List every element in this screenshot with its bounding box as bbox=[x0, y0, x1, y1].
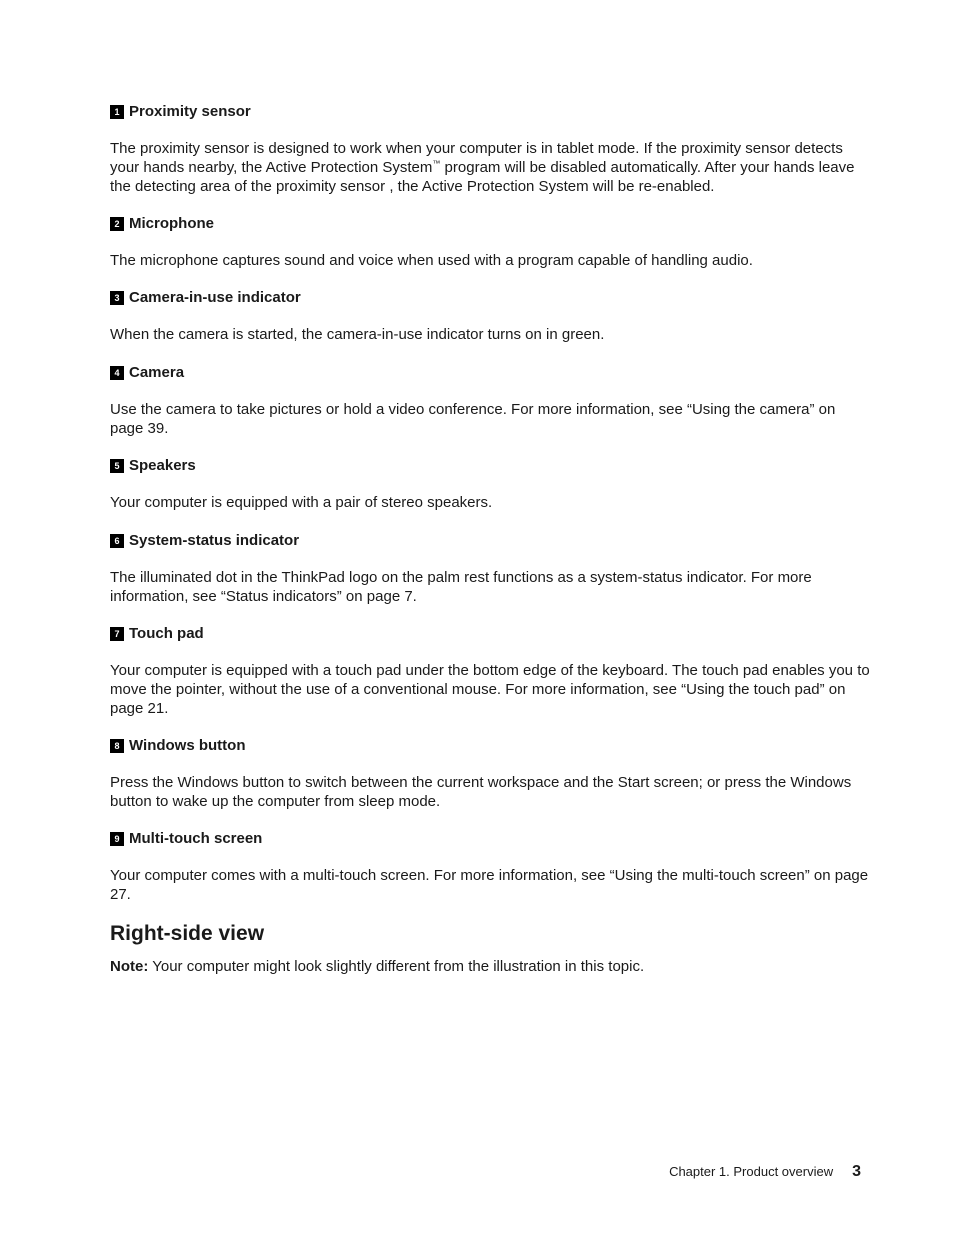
section-speakers bbox=[110, 456, 870, 512]
callout-number: 4 bbox=[110, 366, 124, 380]
section-title: Multi-touch screen bbox=[129, 830, 263, 847]
callout-number: 9 bbox=[110, 832, 124, 846]
callout-number: 3 bbox=[110, 291, 124, 305]
section-heading bbox=[110, 456, 870, 475]
note-paragraph bbox=[110, 957, 644, 976]
callout-number: 6 bbox=[110, 534, 124, 548]
section-microphone bbox=[110, 214, 870, 270]
section-title: Windows button bbox=[129, 737, 246, 754]
section-body: Use the camera to take pictures or hold a video conference. For more information, see “Using the camera” on page 39. bbox=[110, 401, 836, 437]
section-multi-touch-screen bbox=[110, 829, 870, 904]
section-heading bbox=[110, 363, 870, 382]
section-title: Proximity sensor bbox=[129, 103, 251, 120]
section-heading bbox=[110, 214, 870, 233]
section-heading bbox=[110, 736, 870, 755]
section-touch-pad bbox=[110, 624, 870, 718]
section-proximity-sensor bbox=[110, 102, 870, 196]
callout-number: 5 bbox=[110, 459, 124, 473]
section-body: The illuminated dot in the ThinkPad logo on the palm rest functions as a system-status indicator. For more information, see “Status indicators” on page 7. bbox=[110, 569, 812, 605]
section-heading bbox=[110, 829, 870, 848]
section-camera bbox=[110, 363, 870, 438]
section-heading bbox=[110, 531, 870, 550]
section-title: Camera bbox=[129, 364, 185, 381]
note-label: Note: bbox=[110, 958, 149, 975]
section-title: Microphone bbox=[129, 215, 214, 232]
section-title: Camera-in-use indicator bbox=[129, 289, 301, 306]
section-heading bbox=[110, 288, 870, 307]
right-side-view-heading: Right-side view bbox=[110, 922, 265, 945]
footer-chapter-title: Chapter 1. Product overview bbox=[669, 1164, 834, 1179]
callout-number: 1 bbox=[110, 105, 124, 119]
note-text: Your computer might look slightly different from the illustration in this topic. bbox=[148, 958, 645, 975]
section-system-status-indicator bbox=[110, 531, 870, 606]
page-number: 3 bbox=[852, 1163, 861, 1180]
section-body-part: program will be disabled automatically. After your hands leave the detecting area of the proximity sensor , the Active Protection System will be re-enabled. bbox=[110, 159, 855, 195]
section-body: Your computer is equipped with a pair of stereo speakers. bbox=[110, 494, 493, 511]
callout-number: 8 bbox=[110, 739, 124, 753]
section-body: When the camera is started, the camera-in-use indicator turns on in green. bbox=[110, 326, 605, 343]
section-heading bbox=[110, 102, 870, 121]
callout-number: 2 bbox=[110, 217, 124, 231]
section-body bbox=[110, 139, 870, 196]
callout-number: 7 bbox=[110, 627, 124, 641]
section-windows-button bbox=[110, 736, 870, 811]
section-body: Press the Windows button to switch between the current workspace and the Start screen; or press the Windows button to wake up the computer from sleep mode. bbox=[110, 774, 852, 810]
page-footer bbox=[669, 1163, 861, 1181]
section-body: Your computer comes with a multi-touch screen. For more information, see “Using the multi-touch screen” on page 27. bbox=[110, 867, 869, 903]
section-body-part: The proximity sensor is designed to work when your computer is in tablet mode. If the proximity sensor detects your hands nearby, the Active Protection System bbox=[110, 140, 843, 176]
section-camera-in-use-indicator bbox=[110, 288, 870, 344]
section-heading bbox=[110, 624, 870, 643]
trademark-symbol: ™ bbox=[432, 159, 441, 168]
section-title: Touch pad bbox=[129, 625, 204, 642]
section-body: Your computer is equipped with a touch pad under the bottom edge of the keyboard. The touch pad enables you to move the pointer, without the use of a conventional mouse. For more information, see “Using the touch pad” on page 21. bbox=[110, 662, 870, 717]
section-body: The microphone captures sound and voice when used with a program capable of handling audio. bbox=[110, 252, 753, 269]
section-title: System-status indicator bbox=[129, 532, 300, 549]
section-title: Speakers bbox=[129, 457, 196, 474]
